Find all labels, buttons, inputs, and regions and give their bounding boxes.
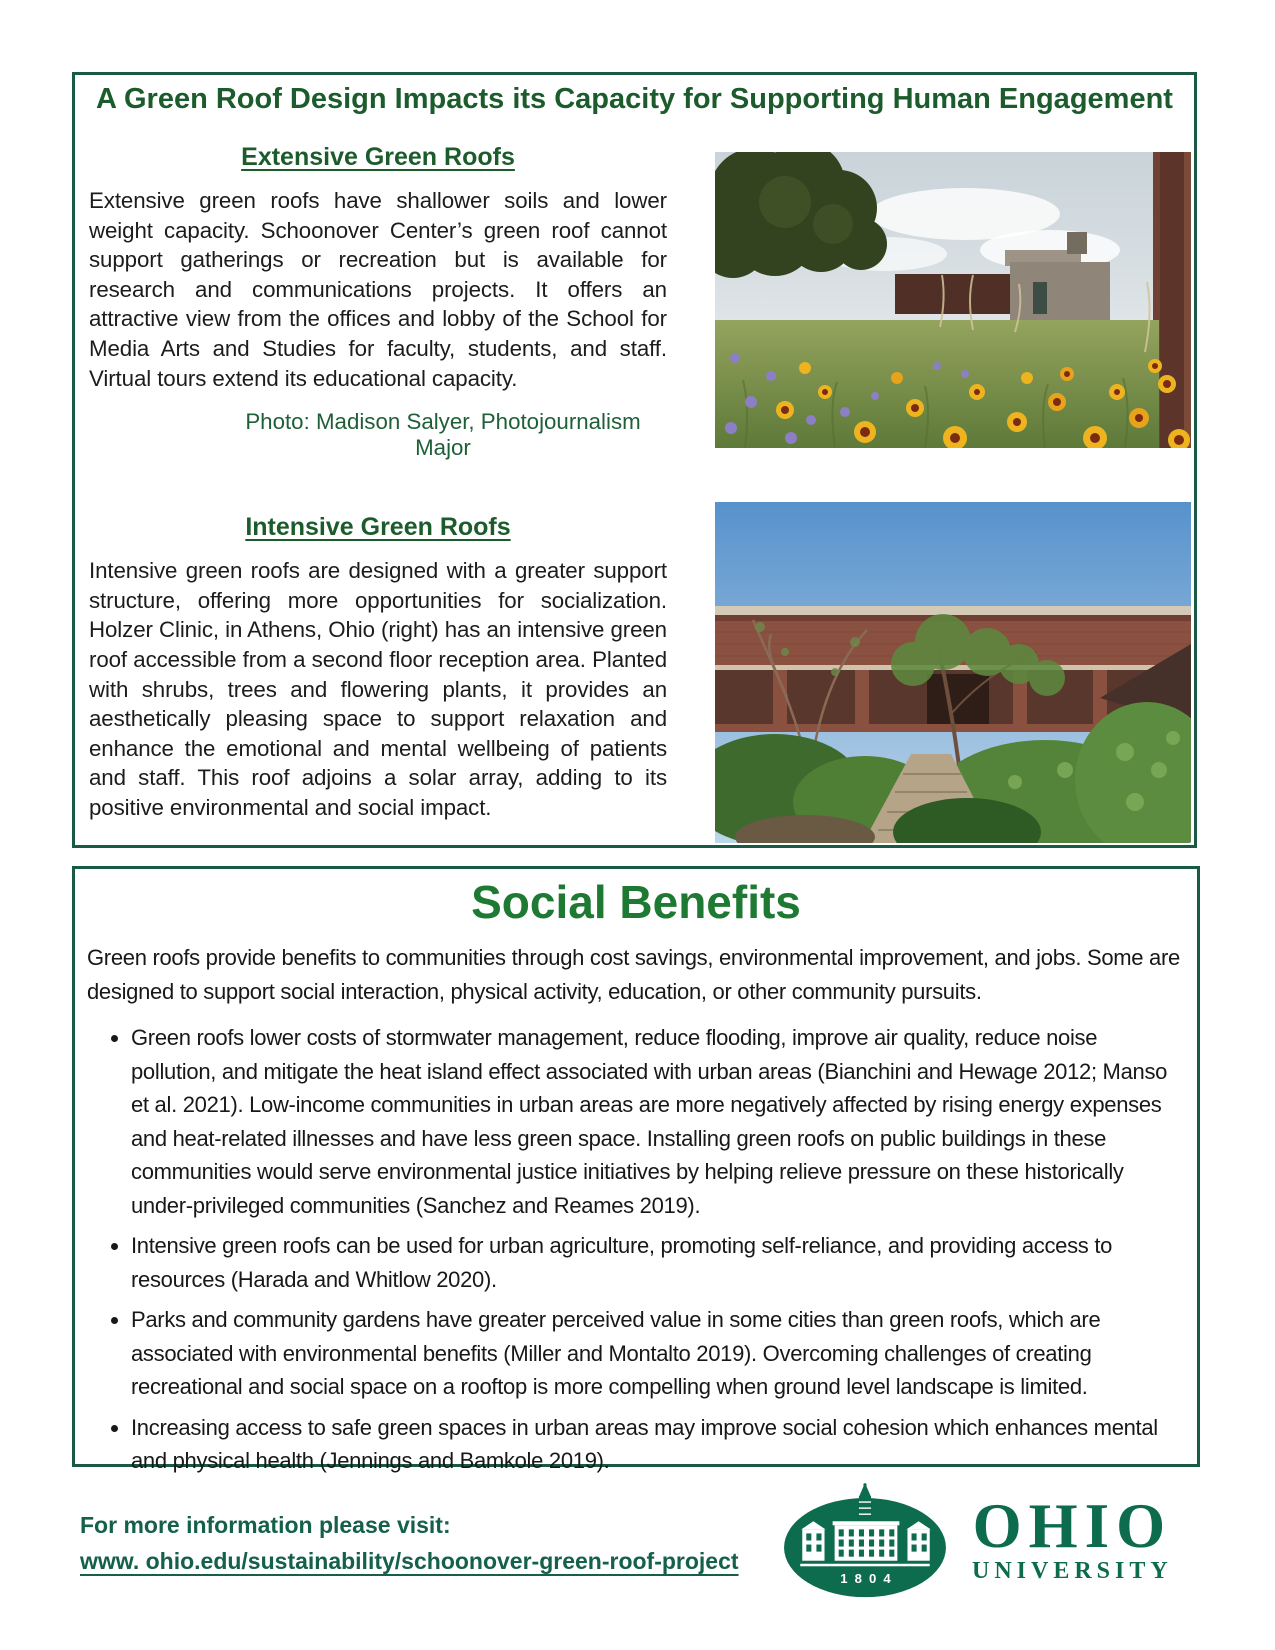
extensive-green-roof-photo	[715, 152, 1191, 448]
footer-info-link[interactable]: www. ohio.edu/sustainability/schoonover-green-roof-project	[80, 1548, 739, 1574]
rooftop-garden-illustration	[715, 502, 1191, 843]
ohio-university-seal-icon	[780, 1482, 952, 1600]
photo-credit: Photo: Madison Salyer, Photojournalism Major	[245, 409, 641, 461]
wildflower-meadow-illustration	[715, 152, 1191, 448]
intensive-green-roof-photo	[715, 502, 1191, 843]
wordmark-ohio: OHIO	[972, 1491, 1173, 1561]
ohio-university-logo	[780, 1482, 1173, 1600]
benefit-item-2: • Intensive green roofs can be used for urban agriculture, promoting self-reliance, and providing access to resources (Harada and Whitlow 2020).	[131, 1229, 1183, 1296]
intensive-green-roofs-heading: Intensive Green Roofs	[245, 513, 511, 542]
ohio-university-wordmark	[972, 1491, 1173, 1585]
social-benefits-section	[72, 866, 1200, 1473]
green-roof-design-section	[72, 72, 1197, 848]
top-box-text-column	[89, 131, 667, 823]
wordmark-university: UNIVERSITY	[972, 1558, 1173, 1584]
benefit-item-4: • Increasing access to safe green spaces in urban areas may improve social cohesion which enhances mental and physical health (Jennings and Bamkole 2019).	[131, 1411, 1183, 1478]
intensive-green-roofs-body: Intensive green roofs are designed with a greater support structure, offering more opportunities for socialization. Holzer Clinic, in Athens, Ohio (right) has an intensive green roof accessible from a second floor reception area. Planted with shrubs, trees and flowering plants, it provides an aesthetically pleasing space to support relaxation and enhance the emotional and mental wellbeing of patients and staff. This roof adjoins a solar array, adding to its positive environmental and social impact.	[89, 558, 667, 820]
benefit-item-3: • Parks and community gardens have greater perceived value in some cities than green roofs, which are associated with environmental benefits (Miller and Montalto 2019). Overcoming challenges of creating recreational and social space on a rooftop is more compelling when ground level landscape is limited.	[131, 1303, 1183, 1404]
footer-info-label: For more information please visit:	[80, 1512, 451, 1538]
benefit-list	[75, 1021, 1183, 1478]
social-benefits-intro: Green roofs provide benefits to communities through cost savings, environmental improvement, and jobs. Some are designed to support social interaction, physical activity, education, or other community pursuits.	[87, 945, 1180, 1004]
benefit-item-1: • Green roofs lower costs of stormwater management, reduce flooding, improve air quality, reduce noise pollution, and mitigate the heat island effect associated with urban areas (Bianchini and Hewage 2012; Manso et al. 2021). Low-income communities in urban areas are more negatively affected by rising energy expenses and heat-related illnesses and have less green space. Installing green roofs on public buildings in these communities would serve environmental justice initiatives by helping relieve pressure on these historically under-privileged communities (Sanchez and Reames 2019).	[131, 1021, 1183, 1222]
extensive-green-roofs-body: Extensive green roofs have shallower soils and lower weight capacity. Schoonover Center’s green roof cannot support gatherings or recreation but is available for research and communications projects. It offers an attractive view from the offices and lobby of the School for Media Arts and Studies for faculty, students, and staff. Virtual tours extend its educational capacity.	[89, 188, 667, 391]
footer-info	[80, 1512, 739, 1575]
social-benefits-title: Social Benefits	[471, 876, 801, 928]
seal-year-text: 1804	[840, 1570, 898, 1586]
extensive-green-roofs-heading: Extensive Green Roofs	[241, 143, 515, 171]
page-title: A Green Roof Design Impacts its Capacity for Supporting Human Engagement	[96, 83, 1173, 115]
